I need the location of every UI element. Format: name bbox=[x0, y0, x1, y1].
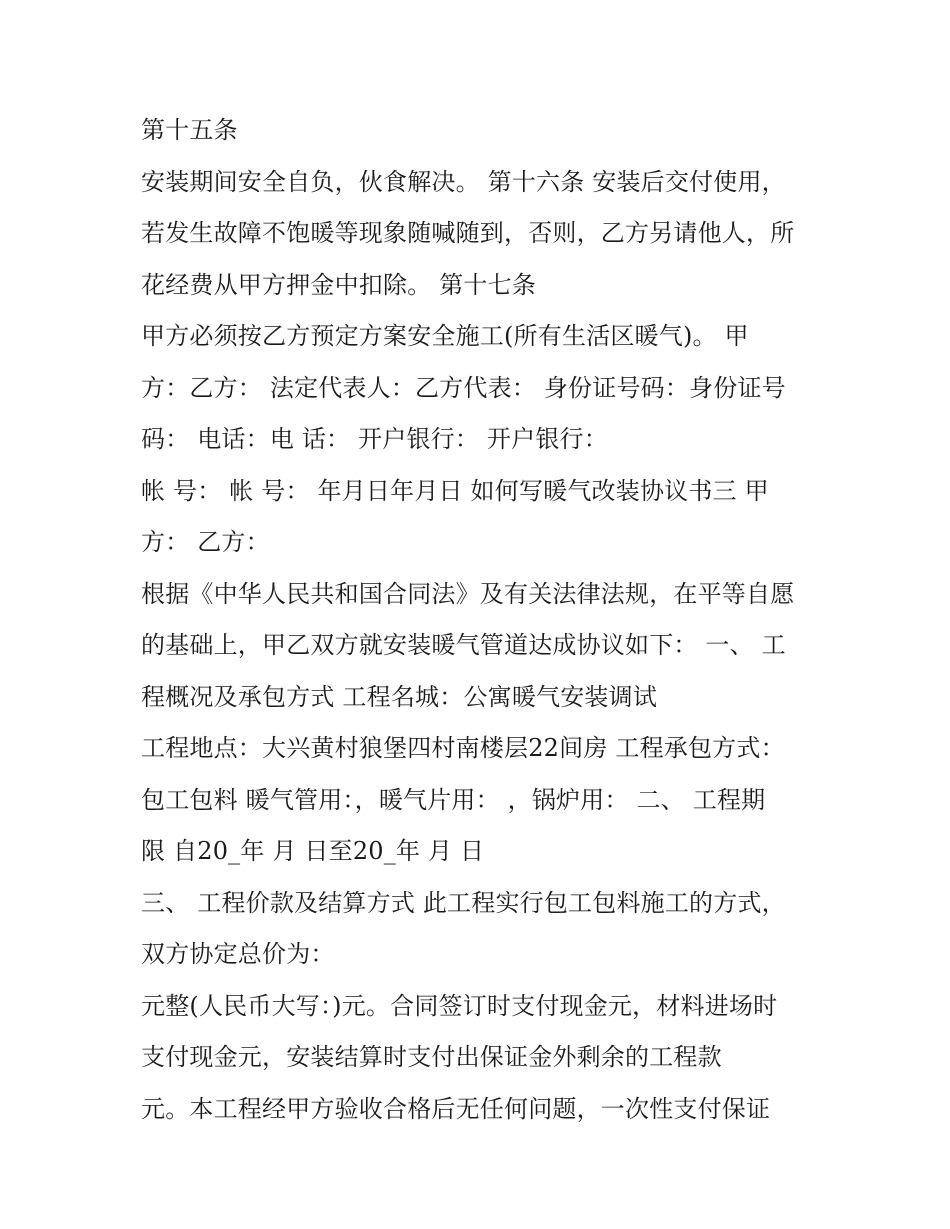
document-body bbox=[141, 109, 831, 1139]
text-line: 若发生故障不饱暖等现象随喊随到，否则，乙方另请他人，所 bbox=[141, 219, 795, 247]
text-line: 花经费从甲方押金中扣除。 第十七条 bbox=[141, 270, 537, 299]
text-line: 限 自20_年 月 日至20_年 月 日 bbox=[141, 837, 485, 865]
text-line: 元。本工程经甲方验收合格后无任何问题，一次性支付保证 bbox=[141, 1094, 771, 1123]
text-line: 程概况及承包方式 工程名城：公寓暖气安装调试 bbox=[141, 682, 658, 711]
text-line: 方：乙方： 法定代表人：乙方代表： 身份证号码：身份证号 bbox=[141, 373, 786, 402]
text-line: 安装期间安全自负，伙食解决。 第十六条 安装后交付使用， bbox=[141, 167, 786, 196]
text-line: 根据《中华人民共和国合同法》及有关法律法规，在平等自愿 bbox=[141, 579, 795, 608]
text-line: 三、 工程价款及结算方式 此工程实行包工包料施工的方式， bbox=[141, 888, 786, 917]
text-line: 支付现金元，安装结算时支付出保证金外剩余的工程款 bbox=[141, 1043, 722, 1071]
text-line: 的基础上，甲乙双方就安装暖气管道达成协议如下： 一、 工 bbox=[141, 631, 786, 659]
text-line: 元整(人民币大写：)元。合同签订时支付现金元，材料进场时 bbox=[141, 991, 778, 1020]
text-line: 双方协定总价为： bbox=[141, 940, 335, 968]
text-line: 码： 电话：电 话： 开户银行： 开户银行： bbox=[141, 425, 608, 453]
text-line: 工程地点：大兴黄村狼堡四村南楼层22间房 工程承包方式： bbox=[141, 734, 785, 762]
text-line: 方： 乙方： bbox=[141, 528, 270, 556]
text-line: 包工包料 暖气管用：，暖气片用： ，锅炉用： 二、 工程期 bbox=[141, 785, 766, 814]
text-line: 甲方必须按乙方预定方案安全施工(所有生活区暖气)。 甲 bbox=[141, 322, 749, 350]
text-line: 第十五条 bbox=[141, 116, 238, 144]
text-line: 帐 号： 帐 号： 年月日年月日 如何写暖气改装协议书三 甲 bbox=[141, 476, 769, 505]
